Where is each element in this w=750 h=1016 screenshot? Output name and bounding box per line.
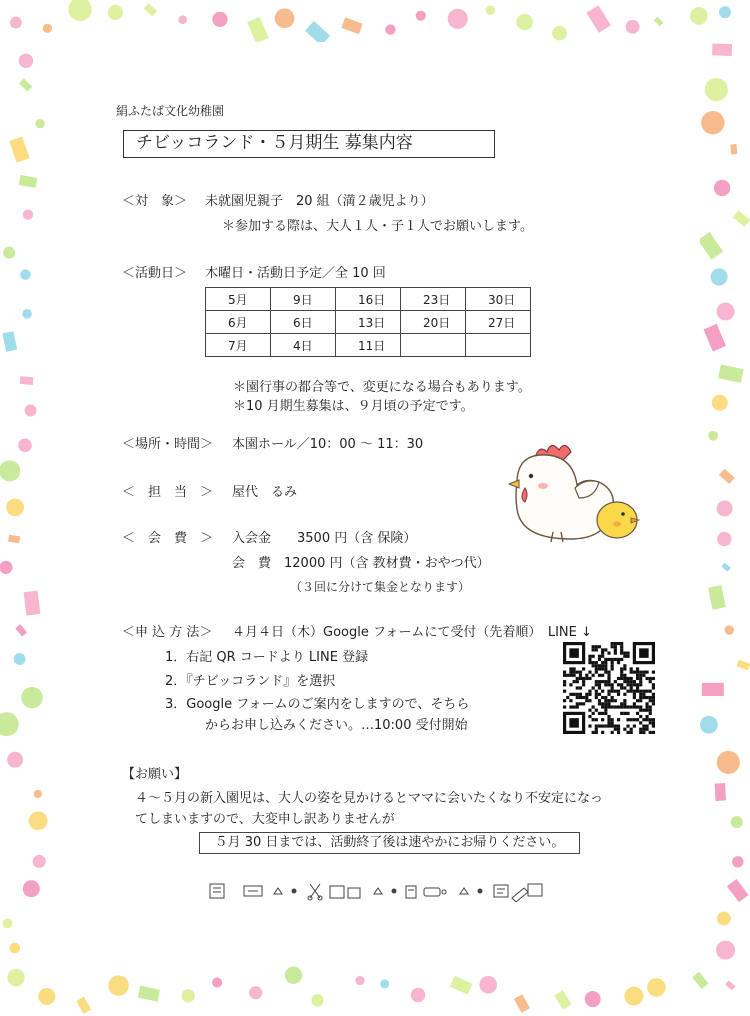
activity-label: ＜活動日＞	[122, 266, 188, 281]
confetti-piece	[719, 6, 731, 18]
confetti-piece	[586, 5, 610, 32]
confetti-piece	[701, 111, 724, 134]
confetti-piece	[0, 561, 13, 574]
apply-step-3b: からお申し込みください。…10:00 受付開始	[205, 718, 468, 733]
confetti-piece	[19, 175, 38, 188]
confetti-piece	[9, 137, 29, 163]
confetti-piece	[479, 976, 497, 994]
confetti-piece	[18, 438, 32, 452]
confetti-piece	[182, 989, 195, 1002]
confetti-piece	[714, 180, 730, 196]
confetti-piece	[690, 7, 708, 25]
confetti-piece	[15, 624, 27, 636]
table-cell: 6日	[271, 311, 336, 334]
apply-step-1: 1．右記 QR コードより LINE 登録	[165, 650, 369, 665]
confetti-piece	[708, 431, 718, 441]
table-cell: 4日	[271, 334, 336, 357]
confetti-piece	[703, 324, 726, 352]
confetti-piece	[486, 5, 495, 14]
confetti-piece	[6, 498, 24, 516]
table-cell: 23日	[401, 288, 466, 311]
confetti-piece	[76, 997, 91, 1014]
confetti-piece	[711, 268, 728, 285]
table-cell: 20日	[401, 311, 466, 334]
kindergarten-name: 絹ふたば文化幼稚園	[116, 104, 225, 118]
confetti-piece	[624, 987, 643, 1006]
table-cell: 5月	[206, 288, 271, 311]
page-title: チビッコランド・５月期生 募集内容	[123, 130, 495, 158]
confetti-piece	[341, 17, 362, 34]
confetti-piece	[725, 625, 734, 634]
confetti-piece	[730, 144, 737, 155]
fee-line-2: 会 費 12000 円（含 教材費・おやつ代）	[232, 556, 490, 571]
apply-step-3: 3．Google フォームのご案内をしますので、そちら	[165, 697, 470, 712]
table-cell: 30日	[466, 288, 531, 311]
confetti-piece	[719, 469, 735, 484]
confetti-piece	[21, 687, 42, 708]
apply-step-2: 2．『チビッコランド』を選択	[165, 674, 336, 689]
confetti-piece	[275, 8, 295, 28]
confetti-piece	[0, 460, 20, 481]
confetti-piece	[450, 976, 473, 995]
table-cell: 9日	[271, 288, 336, 311]
confetti-piece	[7, 969, 24, 986]
confetti-piece	[626, 20, 640, 34]
confetti-piece	[144, 3, 158, 16]
request-notice-box: ５月 30 日までは、活動終了後は速やかにお帰りください。	[199, 832, 580, 854]
confetti-piece	[20, 269, 31, 280]
confetti-piece	[731, 816, 743, 828]
table-cell	[401, 334, 466, 357]
confetti-piece	[7, 752, 23, 768]
request-label: 【お願い】	[122, 767, 188, 782]
confetti-piece	[212, 978, 222, 988]
confetti-piece	[108, 975, 128, 995]
confetti-piece	[702, 683, 724, 696]
confetti-piece	[311, 994, 323, 1006]
confetti-piece	[552, 26, 567, 41]
confetti-piece	[717, 751, 740, 774]
table-row	[206, 334, 531, 357]
confetti-piece	[38, 988, 55, 1005]
confetti-piece	[33, 855, 46, 868]
confetti-piece	[355, 976, 364, 985]
confetti-piece	[19, 78, 32, 91]
target-note: ＊参加する際は、大人１人・子１人でお願いします。	[222, 219, 533, 234]
target-label: ＜対 象＞	[122, 194, 188, 209]
hen-and-chick-illustration	[505, 428, 645, 546]
confetti-piece	[9, 943, 20, 954]
confetti-piece	[717, 532, 731, 546]
target-value: 未就園児親子 20 組（満２歳児より）	[205, 194, 434, 209]
confetti-piece	[108, 5, 123, 20]
table-cell: 13日	[336, 311, 401, 334]
confetti-piece	[647, 978, 666, 997]
confetti-piece	[3, 919, 13, 929]
table-cell: 7月	[206, 334, 271, 357]
confetti-piece	[43, 24, 52, 33]
confetti-piece	[212, 12, 227, 27]
table-row	[206, 311, 531, 334]
apply-value: ４月４日（木）Google フォームにて受付（先着順） LINE ↓	[232, 625, 592, 640]
confetti-piece	[732, 856, 743, 867]
confetti-piece	[692, 972, 708, 989]
confetti-piece	[35, 119, 44, 128]
staff-label: ＜ 担 当 ＞	[122, 485, 214, 500]
confetti-piece	[14, 653, 26, 665]
confetti-piece	[737, 660, 750, 671]
table-cell: 27日	[466, 311, 531, 334]
confetti-piece	[25, 405, 37, 417]
table-cell	[466, 334, 531, 357]
place-label: ＜場所・時間＞	[122, 437, 214, 452]
confetti-piece	[3, 247, 15, 259]
confetti-piece	[721, 563, 731, 572]
confetti-piece	[2, 331, 17, 352]
staff-value: 屋代 るみ	[232, 485, 298, 500]
confetti-piece	[411, 988, 425, 1002]
confetti-piece	[285, 967, 302, 984]
confetti-piece	[34, 790, 42, 798]
confetti-piece	[380, 979, 389, 988]
confetti-piece	[654, 17, 663, 26]
confetti-piece	[716, 941, 735, 960]
confetti-piece	[717, 500, 733, 516]
activity-note-2: ＊10 月期生募集は、９月頃の予定です。	[233, 399, 474, 414]
confetti-piece	[700, 716, 718, 734]
table-cell: 11日	[336, 334, 401, 357]
activity-value: 木曜日・活動日予定／全 10 回	[205, 266, 386, 281]
confetti-piece	[725, 980, 735, 990]
confetti-piece	[514, 994, 530, 1013]
confetti-piece	[718, 364, 744, 382]
confetti-piece	[0, 712, 19, 736]
stationery-decoration	[208, 880, 544, 902]
confetti-piece	[178, 15, 187, 24]
table-cell: 6月	[206, 311, 271, 334]
fee-line-1: 入会金 3500 円（含 保険）	[232, 531, 417, 546]
confetti-piece	[249, 986, 262, 999]
confetti-piece	[708, 585, 726, 610]
fee-label: ＜ 会 費 ＞	[122, 531, 214, 546]
request-line-1: ４～５月の新入園児は、大人の姿を見かけるとママに会いたくなり不安定になっ	[135, 791, 604, 806]
confetti-piece	[23, 880, 40, 897]
confetti-piece	[29, 811, 48, 830]
table-cell: 16日	[336, 288, 401, 311]
confetti-piece	[385, 24, 395, 34]
confetti-piece	[727, 879, 749, 902]
confetti-piece	[416, 11, 426, 21]
confetti-piece	[448, 9, 468, 29]
confetti-piece	[712, 43, 732, 55]
fee-line-3: （３回に分けて集金となります）	[290, 580, 471, 594]
confetti-piece	[554, 990, 572, 1009]
confetti-piece	[585, 991, 601, 1007]
confetti-piece	[712, 395, 728, 411]
confetti-piece	[8, 535, 20, 543]
confetti-piece	[23, 209, 33, 219]
confetti-piece	[698, 232, 723, 259]
confetti-piece	[10, 17, 22, 29]
confetti-piece	[138, 986, 160, 1002]
confetti-piece	[68, 0, 92, 21]
line-qr-code	[563, 642, 655, 734]
confetti-piece	[247, 17, 269, 43]
confetti-piece	[516, 14, 532, 30]
confetti-piece	[717, 912, 731, 926]
confetti-piece	[22, 309, 31, 318]
place-value: 本園ホール／10：00 ～ 11：30	[232, 437, 424, 452]
confetti-piece	[733, 210, 750, 227]
confetti-piece	[20, 376, 34, 385]
schedule-table	[205, 287, 531, 357]
confetti-piece	[715, 783, 726, 801]
confetti-piece	[705, 78, 728, 101]
apply-label: ＜申 込 方 法＞	[122, 625, 213, 640]
request-line-2: てしまいますので、大変申し訳ありませんが	[135, 812, 395, 827]
table-row	[206, 288, 531, 311]
activity-note-1: ＊園行事の都合等で、変更になる場合もあります。	[233, 380, 531, 395]
confetti-piece	[19, 54, 33, 68]
confetti-piece	[24, 591, 41, 616]
confetti-piece	[717, 303, 735, 321]
